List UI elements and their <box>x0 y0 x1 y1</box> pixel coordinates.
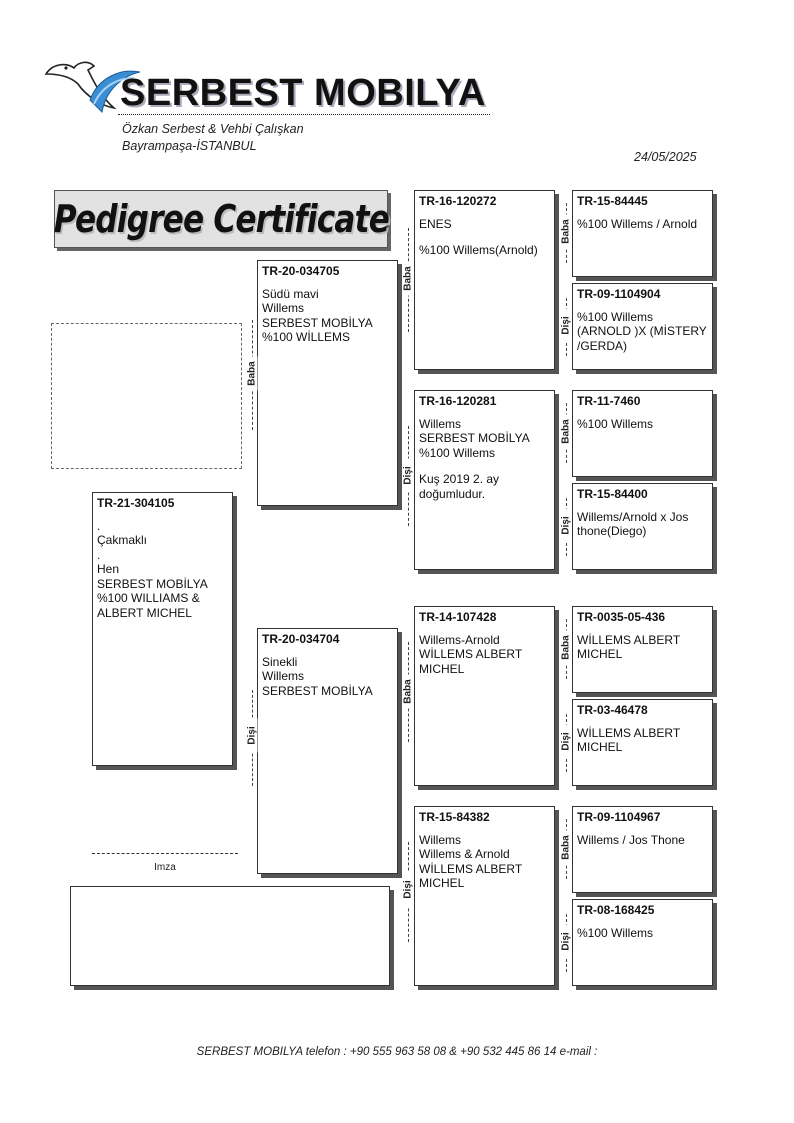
disi-label: Dişi <box>561 509 572 543</box>
bird-info-line: SERBEST MOBİLYA <box>97 576 208 591</box>
page-title: Pedigree Certificate <box>53 197 389 241</box>
ring-number: TR-09-1104967 <box>577 810 661 824</box>
baba-label: Baba <box>561 831 572 865</box>
bird-info-line: %100 Willems(Arnold) <box>419 243 538 257</box>
bird-info-line: Willems-Arnold <box>419 632 500 647</box>
bird-info-line: . <box>97 518 101 533</box>
bird-info-line: %100 WİLLEMS <box>262 330 351 344</box>
footer-contact: SERBEST MOBILYA telefon : +90 555 963 58 08 & +90 532 445 86 14 e-mail : <box>196 1046 598 1058</box>
ring-number: TR-15-84382 <box>419 810 490 824</box>
signature-box <box>70 886 390 986</box>
spacer <box>419 625 550 633</box>
owner-names: Özkan Serbest & Vehbi Çalışkan <box>122 122 304 136</box>
bird-info-line: Hen <box>97 562 120 576</box>
title-box <box>54 190 388 248</box>
baba-label: Baba <box>247 357 258 391</box>
spacer <box>577 918 708 926</box>
bird-info-line: SERBEST MOBİLYA <box>262 315 373 330</box>
bird-info-line: %100 Willems <box>577 925 654 940</box>
ggp-sss-card <box>572 190 713 277</box>
dam-sire-card <box>414 606 555 786</box>
dam-card <box>257 628 398 874</box>
ggp-dds-card <box>572 806 713 893</box>
disi-label: Dişi <box>247 719 258 753</box>
ggp-dss-card <box>572 606 713 693</box>
ggp-sdd-card <box>572 483 713 570</box>
bird-info-line: Kuş 2019 2. ay <box>419 472 500 486</box>
ring-number: TR-20-034705 <box>262 264 340 278</box>
spacer <box>577 409 708 417</box>
bird-info-line: %100 Willems <box>577 416 654 431</box>
baba-label: Baba <box>561 415 572 449</box>
dam-dam-card <box>414 806 555 986</box>
bird-info-line: MICHEL <box>577 647 623 661</box>
bird-info-line: MICHEL <box>419 876 465 890</box>
bird-info-line: thone(Diego) <box>577 524 647 538</box>
spacer <box>419 460 550 472</box>
sire-dam-card <box>414 390 555 570</box>
bird-info-line: %100 WILLIAMS & <box>97 591 200 605</box>
bird-info-line: WİLLEMS ALBERT <box>419 647 523 661</box>
ring-number: TR-16-120272 <box>419 194 497 208</box>
ring-number: TR-20-034704 <box>262 632 340 646</box>
bird-info-line: MICHEL <box>577 740 623 754</box>
subject-card <box>92 492 233 766</box>
bird-info-line: doğumludur. <box>419 486 486 501</box>
ring-number: TR-14-107428 <box>419 610 497 624</box>
bird-info-line: Willems <box>262 301 304 315</box>
ring-number: TR-09-1104904 <box>577 287 661 301</box>
ring-number: TR-0035-05-436 <box>577 610 666 624</box>
bird-info-line: Çakmaklı <box>97 533 148 547</box>
baba-label: Baba <box>403 262 414 296</box>
bird-info-line: Willems <box>262 669 304 683</box>
bird-info-line: SERBEST MOBİLYA <box>262 683 373 698</box>
spacer <box>419 209 550 217</box>
ggp-sds-card <box>572 390 713 477</box>
ring-number: TR-03-46478 <box>577 703 648 717</box>
sire-sire-card <box>414 190 555 370</box>
bird-info-line: %100 Willems <box>419 445 496 460</box>
spacer <box>577 718 708 726</box>
bird-info-line: /GERDA) <box>577 338 628 353</box>
brand-underline <box>118 114 490 115</box>
bird-info-line: Willems & Arnold <box>419 847 510 861</box>
ring-number: TR-11-7460 <box>577 394 641 408</box>
bird-info-line: (ARNOLD )X (MİSTERY <box>577 324 707 338</box>
spacer <box>577 825 708 833</box>
photo-placeholder <box>51 323 242 469</box>
disi-label: Dişi <box>403 873 414 907</box>
bird-info-line: Sinekli <box>262 654 298 669</box>
spacer <box>419 231 550 243</box>
ggp-ddd-card <box>572 899 713 986</box>
spacer <box>419 825 550 833</box>
baba-label: Baba <box>561 631 572 665</box>
bird-info-line: Willems / Jos Thone <box>577 832 685 847</box>
spacer <box>262 647 393 655</box>
bird-info-line: Willems <box>419 832 461 847</box>
bird-info-line: WİLLEMS ALBERT <box>577 632 681 647</box>
disi-label: Dişi <box>561 725 572 759</box>
bird-info-line: Südü mavi <box>262 286 319 301</box>
certificate-date: 24/05/2025 <box>634 150 697 164</box>
spacer <box>262 279 393 287</box>
bird-info-line: Willems <box>419 416 461 431</box>
baba-label: Baba <box>561 215 572 249</box>
bird-info-line: Willems/Arnold x Jos <box>577 509 689 524</box>
ring-number: TR-08-168425 <box>577 903 655 917</box>
spacer <box>419 409 550 417</box>
location: Bayrampaşa-İSTANBUL <box>122 139 257 153</box>
ring-number: TR-15-84400 <box>577 487 648 501</box>
bird-info-line: WİLLEMS ALBERT <box>419 861 523 876</box>
bird-info-line: ALBERT MICHEL <box>97 605 192 620</box>
signature-line <box>92 853 238 854</box>
bird-info-line: MICHEL <box>419 661 465 676</box>
disi-label: Dişi <box>561 925 572 959</box>
spacer <box>577 209 708 217</box>
ring-number: TR-15-84445 <box>577 194 648 208</box>
baba-label: Baba <box>403 675 414 709</box>
ggp-ssd-card <box>572 283 713 370</box>
ring-number: TR-21-304105 <box>97 496 175 510</box>
signature-label: Imza <box>154 862 176 873</box>
disi-label: Dişi <box>403 459 414 493</box>
spacer <box>97 511 228 519</box>
brand-name: SERBEST MOBILYA <box>120 72 486 114</box>
bird-info-line: %100 Willems <box>577 309 654 324</box>
sire-card <box>257 260 398 506</box>
disi-label: Dişi <box>561 309 572 343</box>
bird-info-line: ENES <box>419 216 452 231</box>
ring-number: TR-16-120281 <box>419 394 497 408</box>
spacer <box>577 302 708 310</box>
bird-info-line: %100 Willems / Arnold <box>577 216 698 231</box>
bird-info-line: SERBEST MOBİLYA <box>419 431 530 445</box>
spacer <box>577 625 708 633</box>
bird-info-line: WİLLEMS ALBERT <box>577 725 681 740</box>
spacer <box>577 502 708 510</box>
bird-info-line: . <box>97 547 101 562</box>
ggp-dsd-card <box>572 699 713 786</box>
